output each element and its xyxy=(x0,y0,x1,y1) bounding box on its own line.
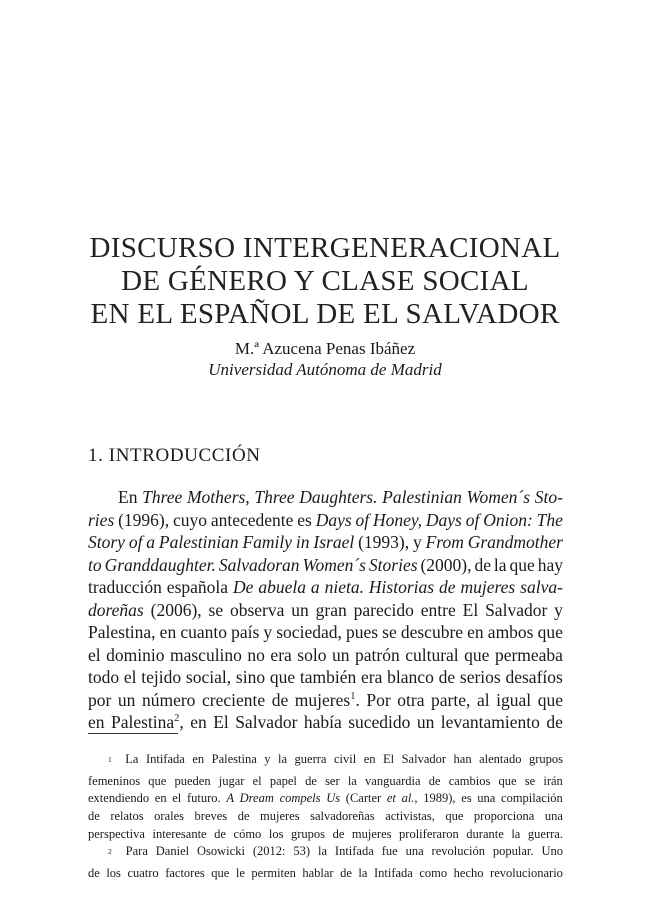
author-affiliation: Universidad Autónoma de Madrid xyxy=(208,360,442,379)
text-line: Palestina, en cuanto país y sociedad, pues se descubre en ambos que xyxy=(88,622,563,642)
text-line: femeninos que pueden jugar el papel de ser la vanguardia de cambios que se irán xyxy=(88,773,563,788)
section-heading: 1. INTRODUCCIÓN xyxy=(88,445,261,466)
footnote-marker: 1 xyxy=(108,755,112,764)
title-line: DE GÉNERO Y CLASE SOCIAL xyxy=(121,265,529,297)
text-line: En Three Mothers, Three Daughters. Palestinian Women´s Sto- xyxy=(118,487,563,507)
text-line: ries (1996), cuyo antecedente es Days of Honey, Days of Onion: The xyxy=(88,509,563,530)
footnote-separator xyxy=(88,733,178,734)
text-line: en Palestina$^2$, en El Salvador había sucedido un levantamiento de xyxy=(88,712,563,732)
footnote-marker: 2 xyxy=(108,847,112,857)
text-line: doreñas (2006), se observa un gran parecido entre El Salvador y xyxy=(88,599,563,620)
text-line: to Granddaughter. Salvadoran Women´s Stories (2000), de la que hay xyxy=(88,554,563,575)
text-line: perspectiva interesante de cómo los grupos de mujeres proliferaron durante la guerra. xyxy=(88,826,563,841)
body-paragraph xyxy=(88,486,563,734)
text-line: por un número creciente de mujeres$^1$. Por otra parte, al igual que xyxy=(88,689,563,710)
text-line: de relatos orales breves de mujeres salvadoreñas activistas, que proporciona una xyxy=(88,808,563,823)
footnote-reference: 2 xyxy=(174,713,180,725)
text-line: $^2$ Para Daniel Osowicki (2012: 53) la Intifada fue una revolución popular. Uno xyxy=(108,844,563,859)
text-line: todo el tejido social, sino que también era blanco de serios desafíos xyxy=(88,667,563,687)
text-line: $^1$ La Intifada en Palestina y la guerra civil en El Salvador han alentado grupos xyxy=(108,752,563,766)
title-line: EN EL ESPAÑOL DE EL SALVADOR xyxy=(90,298,560,330)
text-line: extendiendo en el futuro. A Dream compels Us (Carter et al., 1989), es una compilación xyxy=(88,791,563,806)
footnotes xyxy=(88,751,563,882)
text-line: Story of a Palestinian Family in Israel (1993), y From Grandmother xyxy=(88,532,563,552)
title-line: DISCURSO INTERGENERACIONAL xyxy=(89,232,561,264)
text-line: de los cuatro factores que le permiten hablar de la Intifada como hecho revolucionario xyxy=(88,865,563,880)
text-line: traducción española De abuela a nieta. Historias de mujeres salva- xyxy=(88,577,563,597)
author-name: M.ª Azucena Penas Ibáñez xyxy=(234,339,416,358)
text-line: el dominio masculino no era solo un patrón cultural que permeaba xyxy=(88,644,563,665)
footnote-reference: 1 xyxy=(350,690,356,702)
paper-title xyxy=(60,232,590,331)
